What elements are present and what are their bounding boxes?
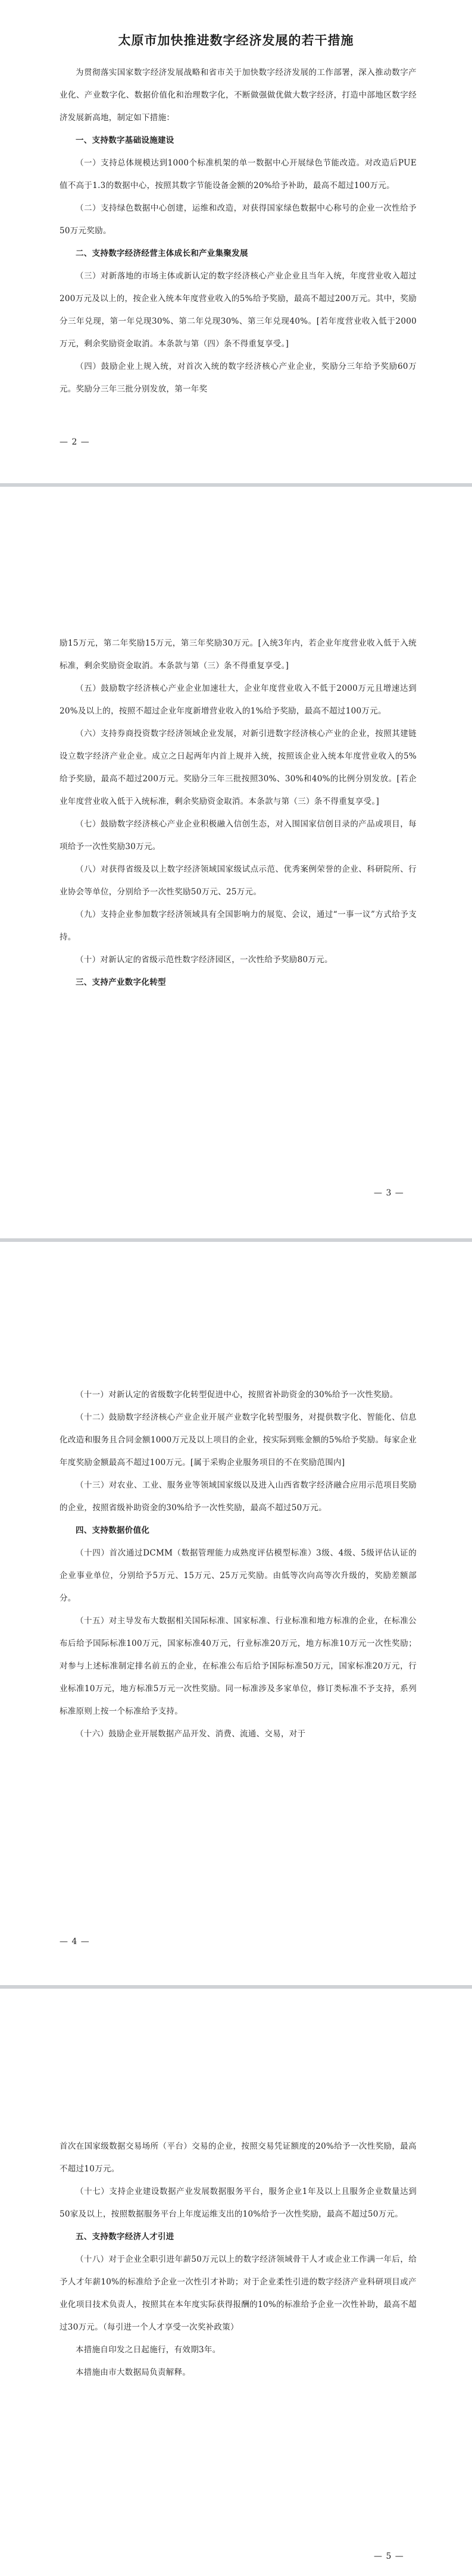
page-body xyxy=(60,61,417,400)
measure-7: （七）鼓励数字经济核心产业企业积极融入信创生态，对入围国家信创目录的产品或项目，每项给予一次性奖励30万元。 xyxy=(60,819,417,852)
measure-6: （六）支持券商投资数字经济领域企业发展，对新引进数字经济核心产业的企业，按照其建链设立数字经济产业企业。成立之日起两年内首上规并入统，按照该企业入统本年度营业收入的5%给予奖励，最高不超过200万元。奖励分三年三批按照30%、30%和40%的比例分别发放。[若企业年度营业收入低于入统标准，剩余奖励资金取消。本条款与第（三）条不得重复享受。] xyxy=(60,729,417,806)
intro-paragraph: 为贯彻落实国家数字经济发展战略和省市关于加快数字经济发展的工作部署，深入推动数字产业化、产业数字化、数据价值化和治理数字化，不断做强做优做大数字经济，打造中部地区数字经济发展新高地，制定如下措施： xyxy=(60,68,417,123)
measure-15: （十五）对主导发布大数据相关国际标准、国家标准、行业标准和地方标准的企业，在标准公布后给予国际标准100万元，国家标准40万元，行业标准20万元，地方标准10万元一次性奖励；对参与上述标准制定排名前五的企业，在标准公布后给予国际标准50万元，国家标准20万元，行业标准10万元，地方标准5万元一次性奖励。同一标准涉及多家单位，修订类标准不予支持，系列标准原则上按一个标准给予支持。 xyxy=(60,1616,417,1716)
measure-1: （一）支持总体规模达到1000个标准机架的单一数据中心开展绿色节能改造。对改造后PUE值不高于1.3的数据中心，按照其数字节能设备金额的20%给予补助，最高不超过100万元。 xyxy=(60,158,417,190)
document-page-5 xyxy=(0,2135,472,2576)
measure-16: （十六）鼓励企业开展数据产品开发、消费、流通、交易，对于 xyxy=(76,1729,306,1739)
section-heading-2: 二、支持数字经济经营主体成长和产业集聚发展 xyxy=(76,249,248,258)
section-heading-5: 五、支持数字经济人才引进 xyxy=(76,2232,174,2242)
page-divider xyxy=(0,1985,472,1989)
measure-4-continued: 励15万元，第二年奖励15万元，第三年奖励30万元。[入统3年内，若企业年度营业收入低于入统标准，剩余奖励资金取消。本条款与第（三）条不得重复享受。] xyxy=(60,638,417,671)
measure-14: （十四）首次通过DCMM（数据管理能力成熟度评估模型标准）3级、4级、5级评估认证的企业事业单位，分别给予5万元、15万元、25万元奖励。由低等次向高等次升级的，奖励差额部分。 xyxy=(60,1548,417,1603)
measure-4: （四）鼓励企业上规入统，对首次入统的数字经济核心产业企业，奖励分三年给予奖励60万元。奖励分三年三批分别发放，第一年奖 xyxy=(60,362,417,394)
measure-18: （十八）对于企业全职引进年薪50万元以上的数字经济领域骨干人才或企业工作满一年后，给予人才年薪10%的标准给予企业一次性引才补助；对于企业柔性引进的数字经济产业科研项目或产业化项目技术负责人，按照其在本年度实际获得报酬的10%的标准给予企业一次性补助，最高不超过30万元。（每引进一个人才享受一次奖补政策） xyxy=(60,2255,417,2332)
effective-date-note: 本措施自印发之日起施行，有效期3年。 xyxy=(76,2345,221,2355)
section-heading-4: 四、支持数据价值化 xyxy=(76,1526,150,1535)
measure-9: （九）支持企业参加数字经济领域具有全国影响力的展览、会议，通过“一事一议”方式给予支持。 xyxy=(60,910,417,942)
page-body xyxy=(60,2135,417,2384)
page-body xyxy=(60,632,417,994)
page-divider xyxy=(0,1238,472,1242)
measure-2: （二）支持绿色数据中心创建，运维和改造，对获得国家绿色数据中心称号的企业一次性给予50万元奖励。 xyxy=(60,204,417,236)
measure-11: （十一）对新认定的省级数字化转型促进中心，按照省补助资金的30%给予一次性奖励。 xyxy=(76,1390,398,1400)
document-title: 太原市加快推进数字经济发展的若干措施 xyxy=(118,33,354,48)
measure-8: （八）对获得省级及以上数字经济领域国家级试点示范、优秀案例荣誉的企业、科研院所、行业协会等单位，分别给予一次性奖励50万元、25万元。 xyxy=(60,865,417,897)
page-body xyxy=(60,1384,417,1745)
document-page-2 xyxy=(0,0,472,483)
document-page-3 xyxy=(0,632,472,1238)
measure-12: （十二）鼓励数字经济核心产业企业开展产业数字化转型服务，对提供数字化、智能化、信息化改造和服务且合同金额1000万元及以上项目的企业，按实际到账金额的5%给予奖励。每家企业年度奖励金额最高不超过100万元。[属于采购企业服务项目的不在奖励范围内] xyxy=(60,1413,417,1467)
measure-13: （十三）对农业、工业、服务业等领域国家级以及进入山西省数字经济融合应用示范项目奖励的企业，按照省级补助资金的30%给予一次性奖励，最高不超过50万元。 xyxy=(60,1481,417,1513)
page-number: — 5 — xyxy=(374,2552,404,2561)
section-heading-1: 一、支持数字基础设施建设 xyxy=(76,136,174,145)
page-number: — 3 — xyxy=(374,1188,404,1198)
measure-5: （五）鼓励数字经济核心产业企业加速壮大，企业年度营业收入不低于2000万元且增速达到20%及以上的，按照不超过企业年度新增营业收入的1%给予奖励，最高不超过100万元。 xyxy=(60,684,417,716)
measure-10: （十）对新认定的省级示范性数字经济园区，一次性给予奖励80万元。 xyxy=(76,955,333,965)
document-page-4 xyxy=(0,1384,472,1985)
measure-3: （三）对新落地的市场主体或新认定的数字经济核心产业企业且当年入统，年度营业收入超过200万元及以上的，按企业入统本年度营业收入的5%给予奖励，最高不超过200万元。其中，奖励分三年兑现，第一年兑现30%、第二年兑现30%、第三年兑现40%。[若年度营业收入低于2000万元，剩余奖励资金取消。本条款与第（四）条不得重复享受。] xyxy=(60,271,417,349)
page-number: — 4 — xyxy=(60,1937,90,1946)
measure-16-continued: 首次在国家级数据交易场所（平台）交易的企业，按照交易凭证额度的20%给予一次性奖励，最高不超过10万元。 xyxy=(60,2142,417,2174)
page-divider xyxy=(0,483,472,487)
section-heading-3: 三、支持产业数字化转型 xyxy=(76,978,166,987)
page-number: — 2 — xyxy=(60,437,90,447)
measure-17: （十七）支持企业建设数据产业发展数据服务平台，服务企业1年及以上且服务企业数量达到50家及以上，按照数据服务平台上年度运维支出的10%给予一次性奖励，最高不超过50万元。 xyxy=(60,2187,417,2219)
interpretation-note: 本措施由市大数据局负责解释。 xyxy=(76,2368,191,2377)
